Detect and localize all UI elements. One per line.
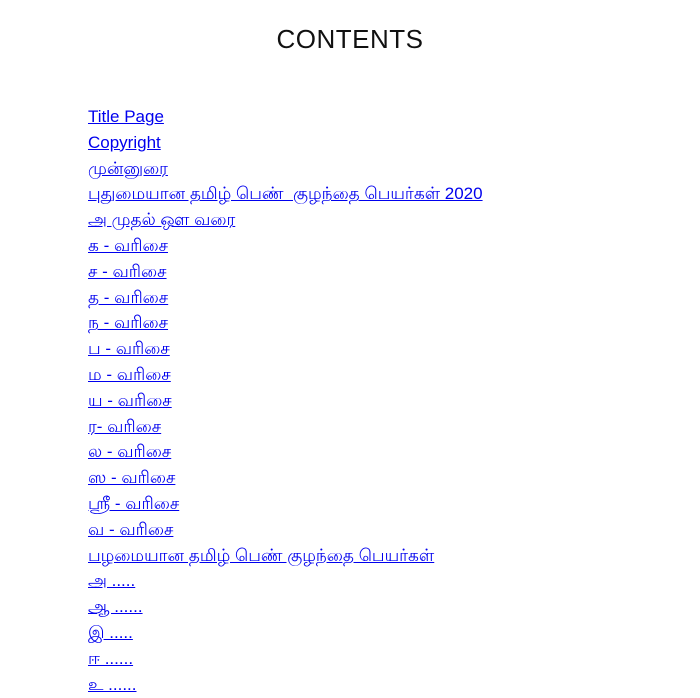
toc-link[interactable]: இ .....	[88, 622, 133, 642]
toc-link[interactable]: முன்னுரை	[88, 158, 168, 178]
toc-row	[88, 104, 700, 130]
toc-link[interactable]: த - வரிசை	[88, 287, 169, 307]
toc-link[interactable]: அ .....	[88, 571, 136, 591]
toc-row	[88, 465, 700, 491]
toc-row	[88, 620, 700, 646]
toc-list	[88, 104, 700, 697]
toc-link[interactable]: Title Page	[88, 107, 164, 126]
toc-row	[88, 285, 700, 311]
toc-row	[88, 259, 700, 285]
toc-row	[88, 414, 700, 440]
toc-link[interactable]: ய - வரிசை	[88, 390, 172, 410]
toc-link[interactable]: பழமையான தமிழ் பெண் குழந்தை பெயர்கள்	[88, 545, 435, 565]
toc-link[interactable]: அ முதல் ஔ வரை	[88, 210, 236, 230]
toc-row	[88, 130, 700, 156]
toc-link[interactable]: Copyright	[88, 132, 161, 152]
toc-row	[88, 594, 700, 620]
toc-link[interactable]: க - வரிசை	[88, 235, 168, 255]
toc-row	[88, 310, 700, 336]
toc-link[interactable]: ம - வரிசை	[88, 364, 171, 384]
toc-row	[88, 336, 700, 362]
toc-link[interactable]: ர- வரிசை	[88, 416, 162, 436]
toc-row	[88, 439, 700, 465]
toc-row	[88, 181, 700, 207]
toc-row	[88, 207, 700, 233]
toc-row	[88, 233, 700, 259]
toc-link[interactable]: புதுமையான தமிழ் பெண் குழந்தை பெயர்கள் 2020	[88, 184, 483, 204]
toc-link[interactable]: ந - வரிசை	[88, 313, 169, 333]
toc-link[interactable]: ப - வரிசை	[88, 339, 170, 359]
toc-row	[88, 568, 700, 594]
toc-link[interactable]: ல - வரிசை	[88, 442, 172, 462]
toc-link[interactable]: ஈ ......	[88, 648, 134, 668]
toc-link[interactable]: ஸ - வரிசை	[88, 468, 176, 488]
toc-row	[88, 672, 700, 698]
toc-row	[88, 388, 700, 414]
toc-link[interactable]: ச - வரிசை	[88, 261, 167, 281]
page-title: CONTENTS	[276, 24, 424, 54]
toc-row	[88, 543, 700, 569]
toc-link[interactable]: ஆ ......	[88, 597, 143, 617]
toc-row	[88, 491, 700, 517]
toc-row	[88, 156, 700, 182]
toc-link[interactable]: உ ......	[88, 674, 137, 694]
toc-link[interactable]: ஸ்ரீ - வரிசை	[88, 493, 180, 513]
toc-row	[88, 362, 700, 388]
toc-link[interactable]: வ - வரிசை	[88, 519, 174, 539]
toc-row	[88, 646, 700, 672]
toc-row	[88, 517, 700, 543]
